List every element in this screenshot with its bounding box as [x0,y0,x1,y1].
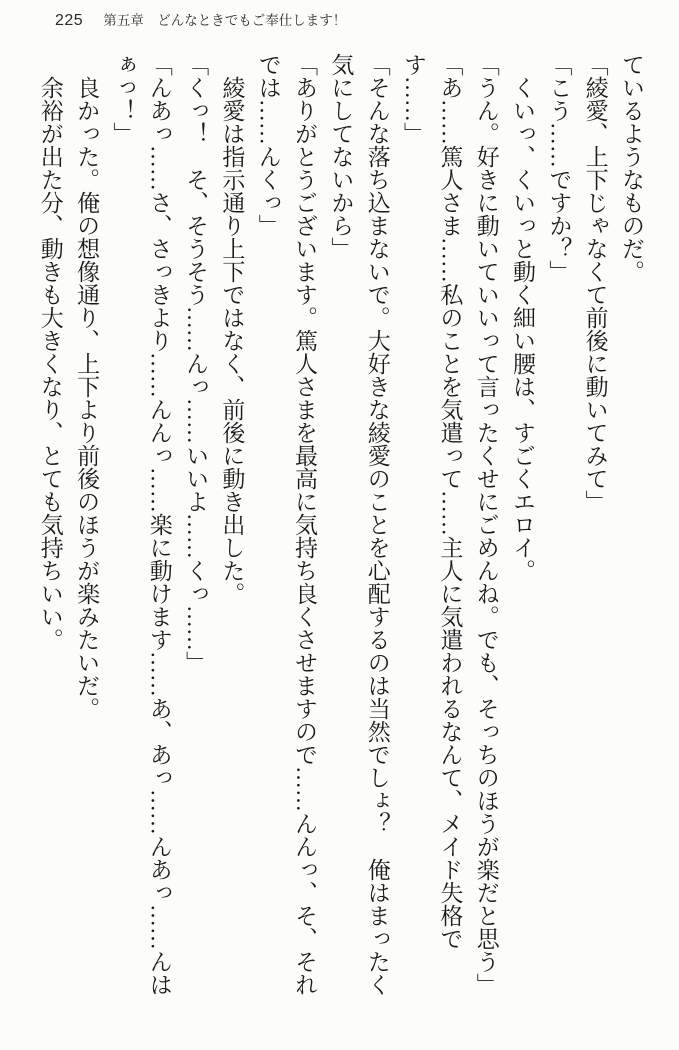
page-number: 225 [55,12,84,29]
paragraph: 良かった。俺の想像通り、上下より前後のほうが楽みたいだ。 [74,76,100,720]
paragraph: 「くっ！ そ、そうそう……んっ……いいよ……くっ……」 [183,53,209,674]
body-text [31,53,649,1015]
paragraph: 「綾愛、上下じゃなくて前後に動いてみて」 [582,53,608,513]
paragraph: 「そんな落ち込まないで。大好きな綾愛のことを心配するのは当然でしょ？ 俺はまったく気にしてないから」 [328,53,390,996]
paragraph: 綾愛は指示通り上下ではなく、前後に動き出した。 [219,76,245,605]
paragraph: 「こう……ですか？」 [546,53,572,283]
paragraph: ているようなものだ。 [619,53,644,283]
paragraph: 「んあっ……さ、さっきより……んんっ……楽に動けます……あ、あっ……んあっ……んはぁっ！」 [110,53,172,996]
page-header [55,9,346,30]
paragraph: くいっ、くいっと動く細い腰は、すごくエロイ。 [510,76,536,582]
paragraph: 「ありがとうございます。篤人さまを最高に気持ち良くさせますので……んんっ、そ、それでは……んくっ」 [255,53,318,996]
paragraph: 余裕が出た分、動きも大きくなり、とても気持ちいい。 [37,76,63,651]
paragraph: 「うん。好きに動いていいって言ったくせにごめんね。でも、そっちのほうが楽だと思う」 [473,53,499,996]
chapter-title: 第五章 どんなときでもご奉仕します！ [103,13,347,28]
paragraph: 「あ……篤人さま……私のことを気遣って……主人に気遣われるなんて、メイド失格です……」 [401,53,463,950]
